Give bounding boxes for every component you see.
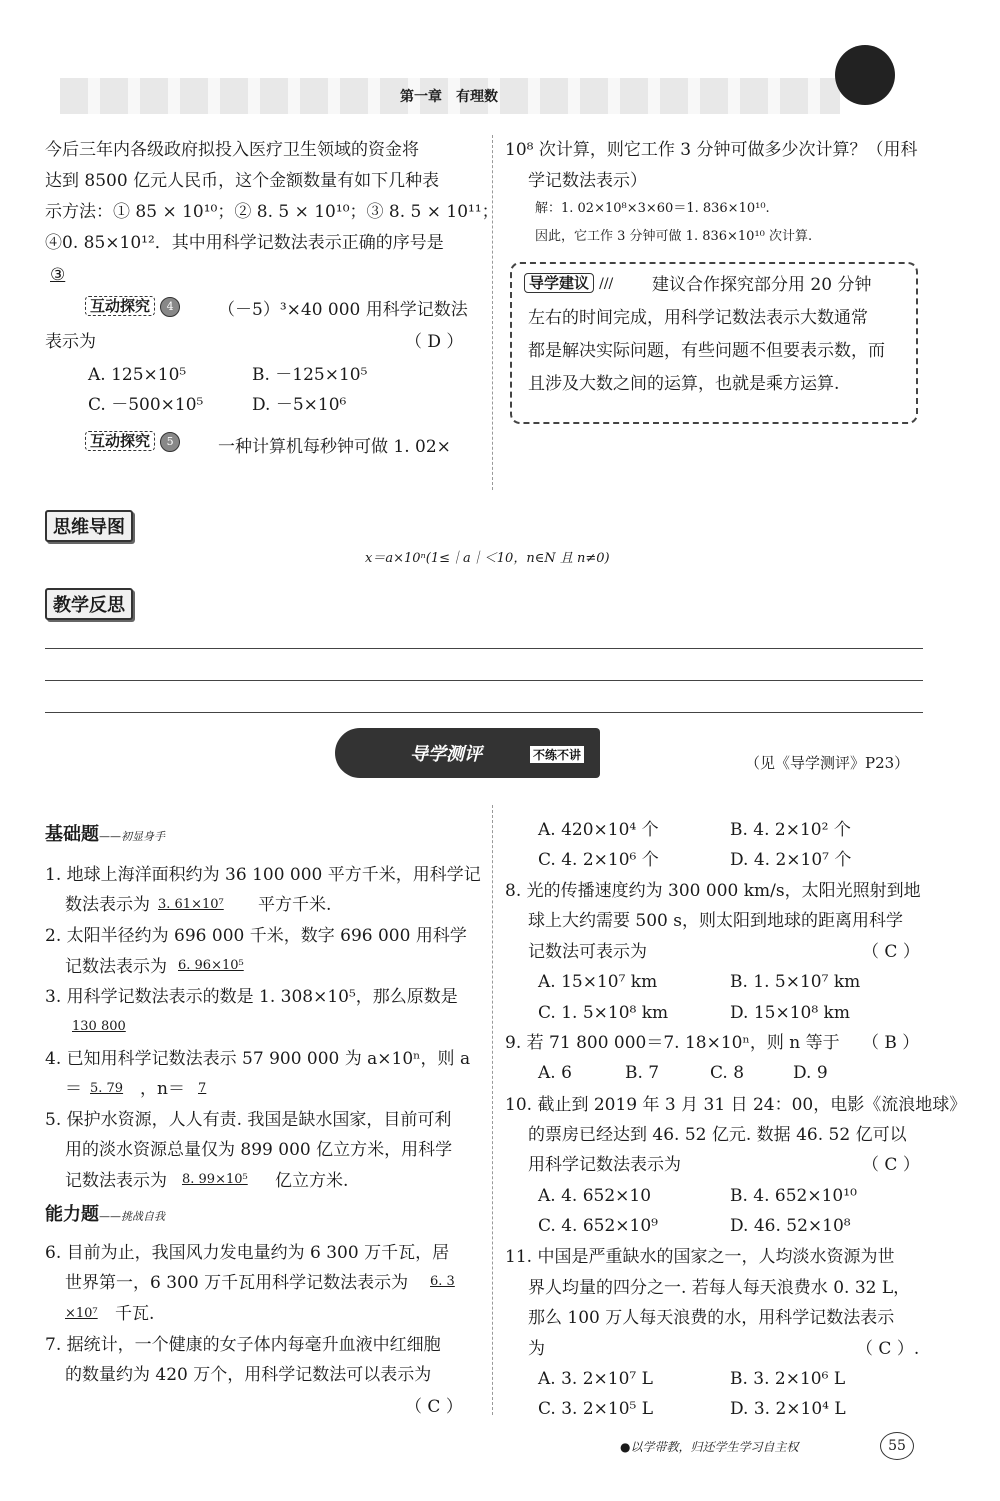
number-5-icon: 5 — [160, 432, 180, 452]
reflection-label: 教学反思 — [45, 588, 133, 620]
option: A. 125×10⁵ — [88, 365, 187, 385]
guide-text: 且涉及大数之间的运算，也就是乘方运算. — [528, 374, 840, 394]
option: C. 1. 5×10⁸ km — [538, 1003, 669, 1023]
option: D. 9 — [793, 1063, 828, 1083]
question: 8. 光的传播速度约为 300 000 km/s，太阳光照射到地 — [505, 881, 921, 901]
option: D. 15×10⁸ km — [730, 1003, 850, 1023]
text-line: 示方法：① 85 × 10¹⁰；② 8. 5 × 10¹⁰；③ 8. 5 × 10¹¹； — [45, 202, 499, 222]
text-line: 一种计算机每秒钟可做 1. 02× — [218, 437, 451, 457]
test-tag: 不练不讲 — [530, 746, 584, 763]
question: 亿立方米. — [275, 1171, 349, 1191]
text-line: 10⁸ 次计算，则它工作 3 分钟可做多少次计算？（用科 — [505, 140, 918, 160]
answer-blank: 6. 96×10⁵ — [178, 958, 244, 973]
writing-line — [45, 680, 923, 681]
test-ref: （见《导学测评》P23） — [745, 754, 910, 772]
test-banner — [335, 728, 600, 778]
option: C. 3. 2×10⁵ L — [538, 1399, 654, 1419]
question: 3. 用科学记数法表示的数是 1. 308×10⁵，那么原数是 — [45, 987, 458, 1007]
answer-blank: 6. 3 — [430, 1274, 455, 1289]
answer-paren: （ B ） — [862, 1033, 920, 1053]
question: 为 — [528, 1339, 545, 1359]
question: 记数法表示为 — [65, 957, 167, 977]
question: 用的淡水资源总量仅为 899 000 亿立方米，用科学 — [65, 1140, 453, 1160]
question: 1. 地球上海洋面积约为 36 100 000 平方千米，用科学记 — [45, 865, 481, 885]
column-divider — [492, 135, 493, 490]
question: 的票房已经达到 46. 52 亿元. 数据 46. 52 亿可以 — [528, 1125, 907, 1145]
text-line: 表示为 — [45, 332, 96, 352]
option: C. 4. 652×10⁹ — [538, 1216, 658, 1236]
option: C. 4. 2×10⁶ 个 — [538, 850, 659, 870]
question: 6. 目前为止，我国风力发电量约为 6 300 万千瓦，居 — [45, 1243, 450, 1263]
question: 千瓦. — [115, 1304, 155, 1324]
answer-blank: 8. 99×10⁵ — [182, 1172, 248, 1187]
option: A. 3. 2×10⁷ L — [538, 1369, 653, 1389]
question: 数法表示为 — [65, 895, 150, 915]
chapter-title: 第一章 有理数 — [400, 89, 498, 105]
question: 10. 截止到 2019 年 3 月 31 日 24：00，电影《流浪地球》 — [505, 1095, 967, 1115]
guide-text: 建议合作探究部分用 20 分钟 — [652, 275, 872, 295]
guide-label: 导学建议 /// — [524, 272, 613, 294]
answer-blank: ③ — [50, 265, 66, 285]
answer-paren: （ C ）. — [856, 1339, 920, 1359]
answer-blank: 130 800 — [72, 1019, 126, 1034]
answer-blank: 5. 79 — [90, 1081, 124, 1096]
question: 的数量约为 420 万个，用科学记数法可以表示为 — [65, 1365, 432, 1385]
answer-blank: 7 — [198, 1081, 207, 1096]
question: 界人均量的四分之一. 若每人每天浪费水 0. 32 L， — [528, 1278, 911, 1298]
text-line: 今后三年内各级政府拟投入医疗卫生领域的资金将 — [45, 140, 419, 160]
option: B. 4. 2×10² 个 — [730, 820, 851, 840]
writing-line — [45, 648, 923, 649]
answer-blank: 3. 61×10⁷ — [158, 897, 224, 912]
explore-label: 互动探究 — [85, 431, 155, 451]
option: D. 3. 2×10⁴ L — [730, 1399, 846, 1419]
text-line: （－5）³×40 000 用科学记数法 — [218, 300, 468, 320]
text-line: 达到 8500 亿元人民币，这个金额数量有如下几种表 — [45, 171, 440, 191]
question: 记数法可表示为 — [528, 942, 647, 962]
text-line: ④0. 85×10¹²．其中用科学记数法表示正确的序号是 — [45, 233, 444, 253]
question: 用科学记数法表示为 — [528, 1155, 681, 1175]
question: 5. 保护水资源，人人有责. 我国是缺水国家，目前可利 — [45, 1110, 452, 1130]
option: A. 4. 652×10 — [538, 1186, 652, 1206]
answer-paren: （ C ） — [862, 942, 920, 962]
answer-blank: ×10⁷ — [65, 1306, 98, 1321]
question: 7. 据统计，一个健康的女子体内每毫升血液中红细胞 — [45, 1335, 441, 1355]
option: D. 4. 2×10⁷ 个 — [730, 850, 852, 870]
answer-paren: （ C ） — [405, 1397, 463, 1417]
question: 记数法表示为 — [65, 1171, 167, 1191]
page-number: 55 — [880, 1432, 914, 1460]
explore-4 — [85, 295, 180, 317]
question: 平方千米. — [258, 895, 332, 915]
explore-label: 互动探究 — [85, 296, 155, 316]
text-line: 学记数法表示） — [528, 171, 647, 191]
guide-text: 左右的时间完成，用科学记数法表示大数通常 — [528, 308, 868, 328]
column-divider — [492, 805, 493, 1415]
basic-heading: 基础题——初显身手 — [45, 824, 165, 845]
question: 9. 若 71 800 000＝7. 18×10ⁿ，则 n 等于 — [505, 1033, 840, 1053]
question: 球上大约需要 500 s，则太阳到地球的距离用科学 — [528, 911, 903, 931]
mindmap-label: 思维导图 — [45, 510, 133, 542]
mindmap-formula: x＝a×10ⁿ(1≤｜a｜＜10，n∈N 且 n≠0) — [365, 551, 610, 566]
question: 2. 太阳半径约为 696 000 千米，数字 696 000 用科学 — [45, 926, 467, 946]
option: B. 3. 2×10⁶ L — [730, 1369, 846, 1389]
footer-slogan: ●以学带教，归还学生学习自主权 — [620, 1440, 799, 1454]
option: D. 46. 52×10⁸ — [730, 1216, 851, 1236]
ability-heading: 能力题——挑战自我 — [45, 1204, 165, 1225]
option: A. 420×10⁴ 个 — [538, 820, 659, 840]
option: C. 8 — [710, 1063, 745, 1083]
question: 4. 已知用科学记数法表示 57 900 000 为 a×10ⁿ，则 a — [45, 1049, 471, 1069]
option: B. －125×10⁵ — [252, 365, 368, 385]
guide-text: 都是解决实际问题，有些问题不但要表示数，而 — [528, 341, 885, 361]
option: D. －5×10⁶ — [252, 395, 347, 415]
option: B. 1. 5×10⁷ km — [730, 972, 861, 992]
solution-line: 解：1. 02×10⁸×3×60＝1. 836×10¹⁰. — [535, 201, 770, 216]
number-4-icon: 4 — [160, 297, 180, 317]
mascot-icon — [835, 45, 895, 105]
answer-paren: （ D ） — [405, 332, 464, 352]
test-title: 导学测评 — [410, 744, 482, 765]
option: B. 4. 652×10¹⁰ — [730, 1186, 857, 1206]
question: 那么 100 万人每天浪费的水，用科学记数法表示 — [528, 1308, 895, 1328]
option: A. 15×10⁷ km — [538, 972, 658, 992]
option: B. 7 — [625, 1063, 660, 1083]
question: 11. 中国是严重缺水的国家之一，人均淡水资源为世 — [505, 1247, 895, 1267]
question: ＝ — [65, 1079, 82, 1099]
option: A. 6 — [538, 1063, 572, 1083]
answer-paren: （ C ） — [862, 1155, 920, 1175]
solution-line: 因此，它工作 3 分钟可做 1. 836×10¹⁰ 次计算. — [535, 229, 813, 244]
option: C. －500×10⁵ — [88, 395, 204, 415]
explore-5 — [85, 430, 180, 452]
writing-line — [45, 712, 923, 713]
question: ，n＝ — [140, 1079, 185, 1099]
question: 世界第一，6 300 万千瓦用科学记数法表示为 — [65, 1273, 409, 1293]
